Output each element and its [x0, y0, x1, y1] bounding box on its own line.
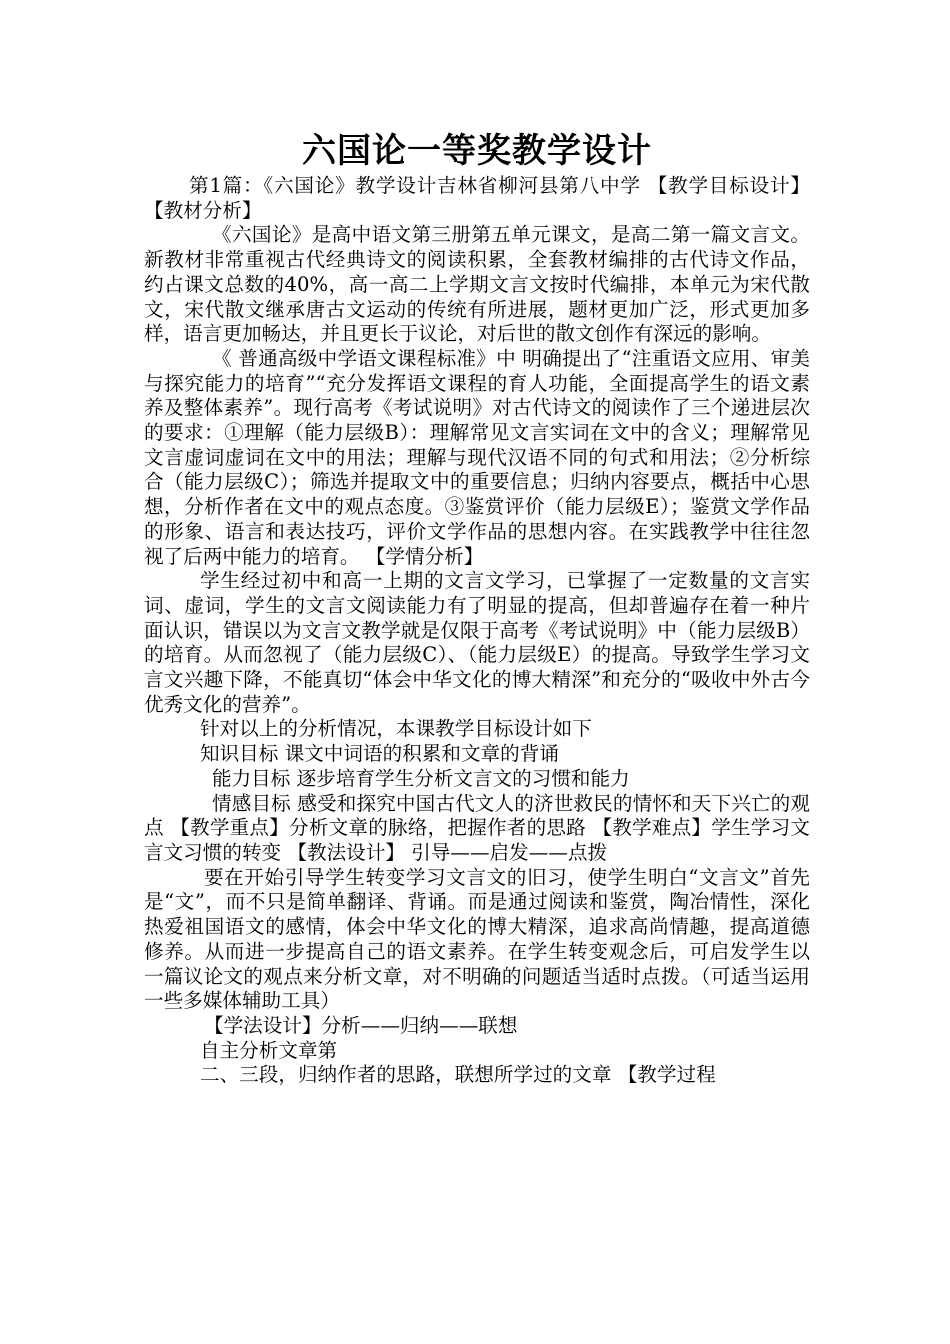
paragraph-self-analysis: 自主分析文章第: [200, 1038, 338, 1062]
paragraph-knowledge-goal: 知识目标 课文中词语的积累和文章的背诵: [200, 742, 559, 766]
paragraph-student-analysis: 学生经过初中和高一上期的文言文学习，已掌握了一定数量的文言实词、虚词，学生的文言文阅读能力有了明显的提高，但却普遍存在着一种片面认识，错误以为文言文教学就是仅限于高考《考试说明》中（能力层级B）的培育。从而忽视了（能力层级C）、（能力层级E）的提高。导致学生学习文言文兴趣下降，不能真切“体会中华文化的博大精深”和充分的“吸收中外古今优秀文化的营养”。: [144, 569, 810, 716]
paragraph-goal-intro: 针对以上的分析情况，本课教学目标设计如下: [200, 717, 592, 741]
paragraph-learning-method: 【学法设计】分析——归纳——联想: [204, 1013, 518, 1037]
paragraph-emotion-goal: 情感目标 感受和探究中国古代文人的济世救民的情怀和天下兴亡的观点 【教学重点】分析文章的脉络，把握作者的思路 【教学难点】学生学习文言文习惯的转变 【教法设计】 引导——启发——点拨: [144, 791, 810, 864]
paragraph-method-guidance: 要在开始引导学生转变学习文言文的旧习，使学生明白“文言文”首先是“文”，而不只是简单翻译、背诵。而是通过阅读和鉴赏，陶冶情性，深化热爱祖国语文的感情，体会中华文化的博大精深，追求高尚情趣，提高道德修养。从而进一步提高自己的语文素养。在学生转变观念后，可启发学生以一篇议论文的观点来分析文章，对不明确的问题适当适时点拨。（可适当运用一些多媒体辅助工具）: [144, 865, 810, 1013]
paragraph-ability-goal: 能力目标 逐步培育学生分析文言文的习惯和能力: [212, 766, 630, 790]
document-title: 六国论一等奖教学设计: [302, 131, 652, 171]
paragraph-textbook-analysis: 《六国论》是高中语文第三册第五单元课文，是高二第一篇文言文。新教材非常重视古代经典诗文的阅读积累，全套教材编排的古代诗文作品，约占课文总数的40%，高一高二上学期文言文按时代编排，本单元为宋代散文，宋代散文继承唐古文运动的传统有所进展，题材更加广泛，形式更加多样，语言更加畅达，并且更长于议论，对后世的散文创作有深远的影响。: [144, 223, 810, 346]
paragraph-curriculum-standard: 《 普通高级中学语文课程标准》中 明确提出了“注重语文应用、审美与探究能力的培育”“充分发挥语文课程的育人功能，全面提高学生的语文素养及整体素养”。现行高考《考试说明》对古代诗文的阅读作了三个递进层次的要求：①理解（能力层级B）：理解常见文言实词在文中的含义；理解常见文言虚词虚词在文中的用法；理解与现代汉语不同的句式和用法；②分析综合（能力层级C）；筛选并提取文中的重要信息；归纳内容要点，概括中心思想，分析作者在文中的观点态度。③鉴赏评价（能力层级E）；鉴赏文学作品的形象、语言和表达技巧，评价文学作品的思想内容。在实践教学中往往忽视了后两中能力的培育。 【学情分析】: [144, 346, 810, 568]
paragraph-intro: 第1篇：《六国论》教学设计吉林省柳河县第八中学 【教学目标设计】 【教材分析】: [144, 174, 810, 222]
document-page: [144, 128, 810, 1088]
paragraph-teaching-process: 二、三段，归纳作者的思路，联想所学过的文章 【教学过程: [200, 1063, 716, 1087]
